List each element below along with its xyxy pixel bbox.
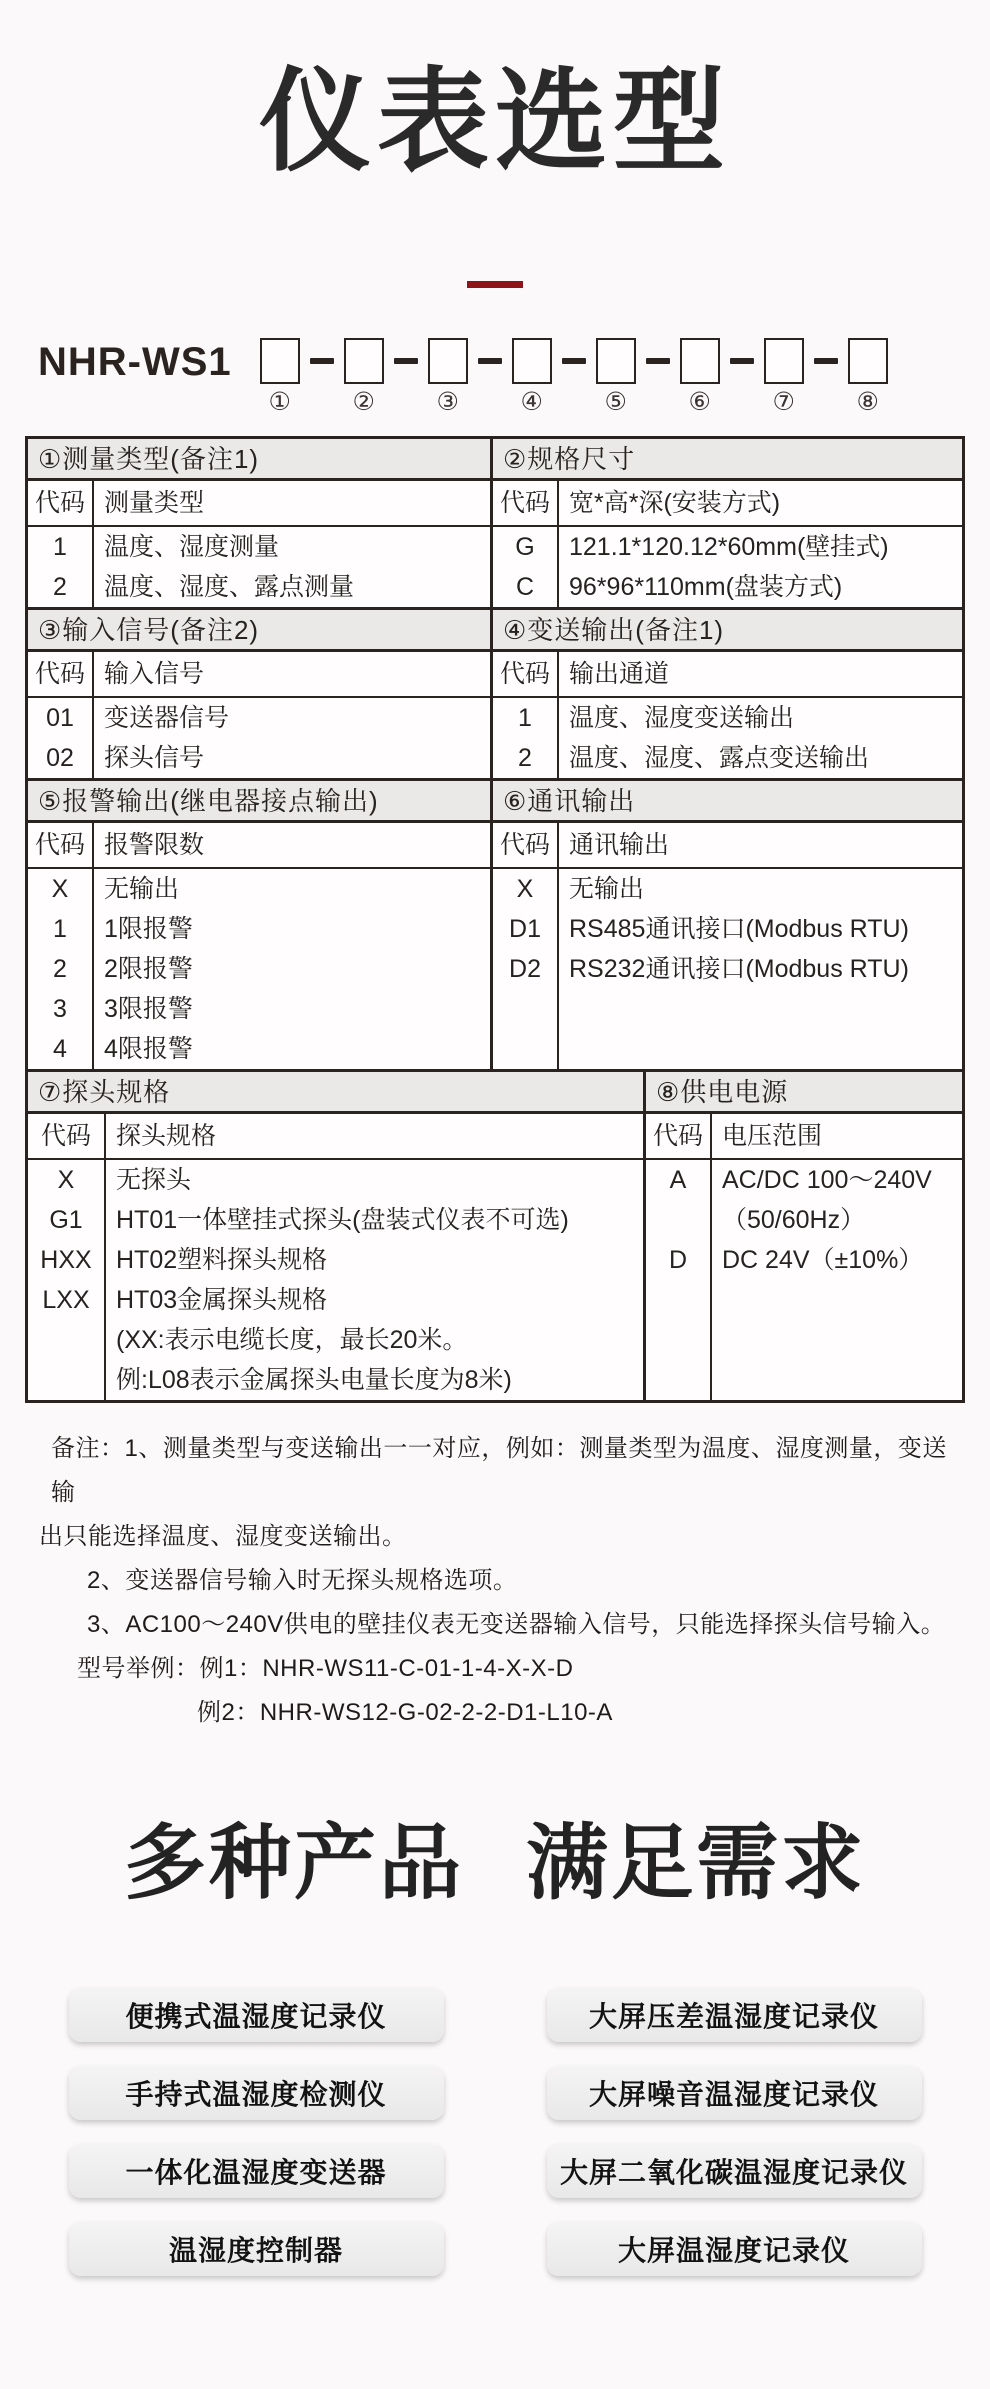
- value-cell: （50/60Hz）: [722, 1206, 866, 1235]
- code-cell: 01: [46, 704, 74, 733]
- value-cell: RS485通讯接口(Modbus RTU): [569, 915, 909, 944]
- value-column: [559, 527, 962, 607]
- model-slot-number: ④: [520, 388, 543, 417]
- value-cell: 无输出: [104, 875, 180, 904]
- value-column: [94, 869, 490, 1069]
- notes-section: [25, 1427, 965, 1735]
- table-section-4: [28, 1069, 962, 1400]
- dash-icon: [814, 358, 838, 364]
- code-cell: [28, 1360, 104, 1400]
- table-body: [493, 527, 962, 607]
- value-cell: 1限报警: [104, 915, 193, 944]
- dash-icon: [562, 358, 586, 364]
- value-cell: 温度、湿度变送输出: [569, 704, 795, 733]
- products-heading: [0, 1813, 990, 1916]
- table-column-headers: [493, 652, 962, 698]
- value-cell: 变送器信号: [104, 704, 230, 733]
- value-header-cell: 电压范围: [722, 1122, 823, 1151]
- code-cell: 2: [518, 744, 532, 773]
- value-header-cell: 通讯输出: [569, 831, 670, 860]
- code-cell: X: [57, 1166, 75, 1195]
- table-header: ②规格尺寸: [493, 439, 962, 481]
- code-cell: [28, 1320, 104, 1360]
- table-dimensions: [490, 439, 962, 607]
- table-header: ⑦探头规格: [28, 1072, 643, 1114]
- value-column: [559, 698, 962, 778]
- table-section-3: [28, 778, 962, 1069]
- value-cell: 无探头: [116, 1166, 192, 1195]
- model-slot-number: ③: [436, 388, 459, 417]
- code-cell: 4: [53, 1035, 67, 1064]
- value-column: [106, 1160, 643, 1400]
- code-header-cell: 代码: [646, 1114, 712, 1158]
- table-input-signal: [28, 610, 490, 778]
- code-header-cell: 代码: [493, 652, 559, 696]
- code-cell: D1: [509, 915, 541, 944]
- model-slot-box: [512, 338, 552, 384]
- value-cell: 温度、湿度、露点变送输出: [569, 744, 870, 773]
- note-line: 备注：1、测量类型与变送输出一一对应，例如：测量类型为温度、湿度测量，变送输: [51, 1435, 947, 1507]
- table-column-headers: [28, 823, 490, 869]
- value-header-cell: 测量类型: [104, 489, 205, 518]
- code-header-cell: 代码: [493, 481, 559, 525]
- code-cell: 1: [518, 704, 532, 733]
- code-cell: 2: [53, 573, 67, 602]
- note-line: 出只能选择温度、湿度变送输出。: [39, 1523, 407, 1551]
- model-slot-2: [342, 338, 386, 416]
- table-body: [28, 869, 490, 1069]
- table-header: ①测量类型(备注1): [28, 439, 490, 481]
- code-header-cell: 代码: [493, 823, 559, 867]
- model-slot-number: ⑦: [772, 388, 795, 417]
- code-cell: 2: [53, 955, 67, 984]
- value-column: [94, 698, 490, 778]
- model-slot-number: ⑥: [688, 388, 711, 417]
- table-probe-spec: [28, 1072, 643, 1400]
- product-button[interactable]: 温湿度控制器: [69, 2222, 444, 2276]
- value-header-cell: 输出通道: [569, 660, 670, 689]
- table-column-headers: [493, 481, 962, 527]
- value-cell: 温度、湿度测量: [104, 533, 280, 562]
- title-underline: [467, 281, 523, 288]
- value-cell: HT03金属探头规格: [116, 1286, 328, 1315]
- table-body: [493, 698, 962, 778]
- code-column: [28, 527, 94, 607]
- model-slot-box: [260, 338, 300, 384]
- table-measure-type: [28, 439, 490, 607]
- page: [0, 55, 990, 2276]
- table-header: ③输入信号(备注2): [28, 610, 490, 652]
- table-section-2: [28, 607, 962, 778]
- value-cell: 3限报警: [104, 995, 193, 1024]
- code-cell: C: [515, 573, 535, 602]
- product-button[interactable]: 大屏温湿度记录仪: [547, 2222, 922, 2276]
- code-cell: D2: [509, 955, 541, 984]
- table-comm-output: [490, 781, 962, 1069]
- model-slot-number: ⑧: [856, 388, 879, 417]
- model-slot-box: [680, 338, 720, 384]
- model-slot-number: ②: [352, 388, 375, 417]
- note-line: 3、AC100～240V供电的壁挂仪表无变送器输入信号，只能选择探头信号输入。: [87, 1611, 946, 1639]
- dash-icon: [646, 358, 670, 364]
- code-header-cell: 代码: [28, 1114, 106, 1158]
- table-body: [646, 1160, 962, 1400]
- note-line: 2、变送器信号输入时无探头规格选项。: [87, 1567, 518, 1595]
- model-slot-4: [510, 338, 554, 416]
- code-cell: A: [669, 1166, 687, 1195]
- code-column: [28, 1160, 106, 1400]
- value-cell: HT02塑料探头规格: [116, 1246, 328, 1275]
- model-slot-number: ⑤: [604, 388, 627, 417]
- value-header-cell: 报警限数: [104, 831, 205, 860]
- selection-tables: [25, 436, 965, 1403]
- value-cell: 96*96*110mm(盘装方式): [569, 573, 843, 602]
- value-cell: (XX:表示电缆长度，最长20米。: [116, 1326, 468, 1355]
- model-slot-box: [428, 338, 468, 384]
- value-cell: 温度、湿度、露点测量: [104, 573, 355, 602]
- code-cell: G1: [49, 1206, 83, 1235]
- model-slot-number: ①: [268, 388, 291, 417]
- table-column-headers: [28, 652, 490, 698]
- dash-icon: [478, 358, 502, 364]
- product-button[interactable]: 大屏噪音温湿度记录仪: [547, 2066, 922, 2120]
- table-header: ⑤报警输出(继电器接点输出): [28, 781, 490, 823]
- model-slot-7: [762, 338, 806, 416]
- code-cell: 3: [53, 995, 67, 1024]
- code-cell: D: [668, 1246, 688, 1275]
- code-header-cell: 代码: [28, 652, 94, 696]
- code-cell: LXX: [42, 1286, 90, 1315]
- code-cell: 1: [53, 533, 67, 562]
- value-cell: AC/DC 100～240V: [722, 1166, 932, 1195]
- product-grid: [0, 1988, 990, 2276]
- table-column-headers: [28, 481, 490, 527]
- value-cell: 探头信号: [104, 744, 205, 773]
- value-header-cell: 输入信号: [104, 660, 205, 689]
- code-cell: G: [515, 533, 535, 562]
- model-slot-5: [594, 338, 638, 416]
- product-button[interactable]: 手持式温湿度检测仪: [69, 2066, 444, 2120]
- value-cell: 例:L08表示金属探头电量长度为8米): [116, 1366, 512, 1395]
- note-line-model-example-2: 例2：NHR-WS12-G-02-2-2-D1-L10-A: [197, 1699, 613, 1727]
- dash-icon: [394, 358, 418, 364]
- model-prefix: NHR-WS1: [38, 340, 232, 385]
- code-cell: 1: [53, 915, 67, 944]
- dash-icon: [310, 358, 334, 364]
- code-cell: X: [516, 875, 534, 904]
- table-header: ④变送输出(备注1): [493, 610, 962, 652]
- code-cell: [646, 1200, 710, 1240]
- code-column: [28, 698, 94, 778]
- table-column-headers: [28, 1114, 643, 1160]
- table-transmit-output: [490, 610, 962, 778]
- value-column: [559, 869, 962, 1069]
- model-slot-box: [344, 338, 384, 384]
- dash-icon: [730, 358, 754, 364]
- table-alarm-output: [28, 781, 490, 1069]
- note-line-model-example-1: 型号举例：例1：NHR-WS11-C-01-1-4-X-X-D: [77, 1655, 574, 1683]
- products-heading-right: 满足需求: [526, 1818, 867, 1910]
- value-column: [712, 1160, 962, 1400]
- code-cell: HXX: [40, 1246, 92, 1275]
- model-slot-6: [678, 338, 722, 416]
- code-header-cell: 代码: [28, 481, 94, 525]
- table-header: ⑥通讯输出: [493, 781, 962, 823]
- code-column: [646, 1160, 712, 1400]
- products-heading-left: 多种产品: [123, 1818, 464, 1910]
- product-button[interactable]: 一体化温湿度变送器: [69, 2144, 444, 2198]
- code-column: [493, 869, 559, 1069]
- page-title: 仪表选型: [259, 59, 731, 184]
- product-button[interactable]: 大屏压差温湿度记录仪: [547, 1988, 922, 2042]
- product-button[interactable]: 大屏二氧化碳温湿度记录仪: [547, 2144, 922, 2198]
- table-body: [28, 698, 490, 778]
- table-section-1: [28, 439, 962, 607]
- model-slot-3: [426, 338, 470, 416]
- code-column: [28, 869, 94, 1069]
- value-cell: 无输出: [569, 875, 645, 904]
- model-slot-8: [846, 338, 890, 416]
- model-slot-box: [764, 338, 804, 384]
- table-column-headers: [646, 1114, 962, 1160]
- table-body: [28, 1160, 643, 1400]
- product-button[interactable]: 便携式温湿度记录仪: [69, 1988, 444, 2042]
- model-slot-box: [596, 338, 636, 384]
- value-cell: 2限报警: [104, 955, 193, 984]
- table-body: [493, 869, 962, 1069]
- value-cell: 121.1*120.12*60mm(壁挂式): [569, 533, 889, 562]
- code-header-cell: 代码: [28, 823, 94, 867]
- code-cell: X: [51, 875, 69, 904]
- table-power-supply: [643, 1072, 962, 1400]
- value-cell: RS232通讯接口(Modbus RTU): [569, 955, 909, 984]
- model-slot-box: [848, 338, 888, 384]
- model-slot-1: [258, 338, 302, 416]
- value-cell: DC 24V（±10%）: [722, 1246, 924, 1275]
- code-column: [493, 698, 559, 778]
- table-column-headers: [493, 823, 962, 869]
- value-cell: HT01一体壁挂式探头(盘装式仪表不可选): [116, 1206, 569, 1235]
- table-body: [28, 527, 490, 607]
- code-column: [493, 527, 559, 607]
- value-header-cell: 宽*高*深(安装方式): [569, 489, 781, 518]
- value-column: [94, 527, 490, 607]
- value-cell: 4限报警: [104, 1035, 193, 1064]
- model-code-row: [38, 338, 990, 416]
- value-header-cell: 探头规格: [116, 1122, 217, 1151]
- code-cell: 02: [46, 744, 74, 773]
- table-header: ⑧供电电源: [646, 1072, 962, 1114]
